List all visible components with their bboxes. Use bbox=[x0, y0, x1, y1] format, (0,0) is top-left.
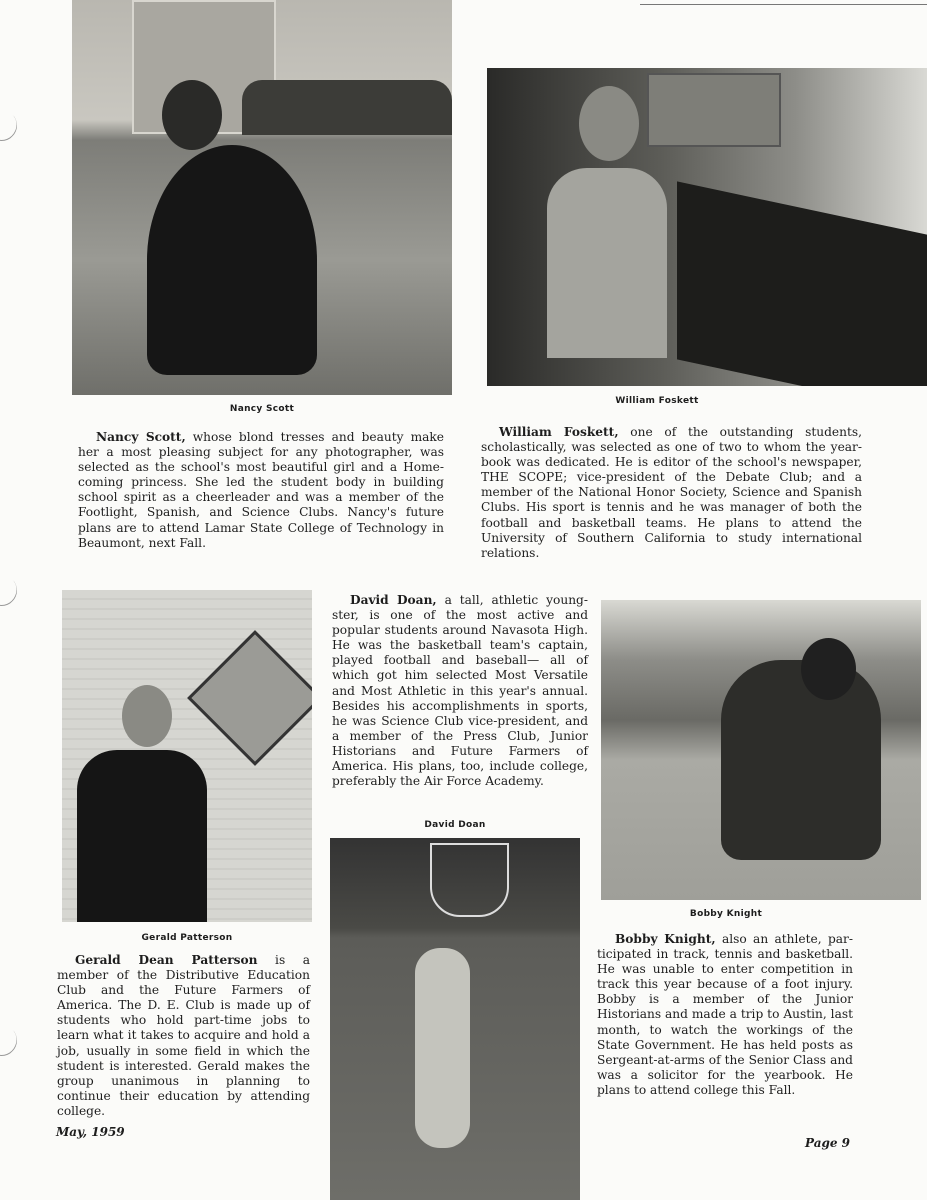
top-rule bbox=[640, 4, 927, 5]
page-number: Page 9 bbox=[805, 1136, 851, 1150]
caption-gerald-patterson: Gerald Patterson bbox=[141, 933, 233, 943]
photo-david-doan bbox=[330, 838, 580, 1200]
body: one of the outstanding students, scholastically, was selected as one of two to whom the yearbook was dedicated. He is editor of the school's newspaper, THE SCOPE; vice-president of the Debate Club; and a member of the National Honor Society, Science and Spanish Clubs. His sport is tennis and he was manager of both the football and basketball teams. He plans to attend the University of Southern California to study international relations. bbox=[481, 425, 862, 560]
photo-william-foskett bbox=[487, 68, 927, 386]
photo-gerald-patterson bbox=[62, 590, 312, 922]
body: a tall, athletic youngster, is one of the most active and popular students around Navasota High. He was the basketball team's captain, played football and baseball— all of which got him selected Most Versatile and Most Athletic in this year's annual. Besides his accomplishments in sports, he was Science Club vice-president, and a member of the Press Club, Junior Historians and Future Farmers of America. His plans, too, include college, preferably the Air Force Academy. bbox=[332, 593, 588, 789]
name: Gerald Dean Patterson bbox=[75, 953, 258, 967]
photo-nancy-scott bbox=[72, 0, 452, 395]
body: whose blond tresses and beauty make her a most pleasing subject for any photographer, was selected as the school's most beautiful girl and a Homecoming princess. She led the student body in building school spirit as a cheerleader and was a member of the Footlight, Spanish, and Science Clubs. Nancy's future plans are to attend Lamar State College of Technology in Beaumont, next Fall. bbox=[78, 430, 444, 550]
article-william-foskett bbox=[481, 425, 862, 561]
name: Bobby Knight, bbox=[615, 932, 716, 946]
article-nancy-scott bbox=[78, 430, 444, 551]
body: is a member of the Distributive Education Club and the Future Farmers of America. The D. E. Club is made up of students who hold part-time jobs to learn what it takes to acquire and hold a job, usually in some field in which the student is interested. Gerald makes the group unanimous in planning to continue their education by attending college. bbox=[57, 953, 311, 1118]
article-gerald-patterson bbox=[57, 953, 310, 1119]
article-bobby-knight bbox=[597, 932, 853, 1098]
caption-william-foskett: William Foskett bbox=[615, 396, 699, 406]
binder-hole bbox=[0, 569, 23, 613]
photo-bobby-knight bbox=[601, 600, 921, 900]
article-david-doan bbox=[332, 593, 588, 789]
name: David Doan, bbox=[350, 593, 437, 607]
name: Nancy Scott, bbox=[96, 430, 186, 444]
caption-nancy-scott: Nancy Scott bbox=[229, 404, 295, 414]
binder-hole bbox=[0, 1019, 23, 1063]
body: also an athlete, participated in track, tennis and basketball. He was unable to enter competition in track this year because of a foot injury. Bobby is a member of the Junior Historians and made a trip to Austin, last month, to watch the workings of the State Government. He has held posts as Sergeant-at-arms of the Senior Class and was a solicitor for the yearbook. He plans to attend college this Fall. bbox=[597, 932, 853, 1097]
name: William Foskett, bbox=[499, 425, 619, 439]
binder-hole bbox=[0, 104, 23, 148]
issue-date: May, 1959 bbox=[56, 1125, 125, 1139]
caption-david-doan: David Doan bbox=[424, 820, 486, 830]
caption-bobby-knight: Bobby Knight bbox=[689, 909, 763, 919]
